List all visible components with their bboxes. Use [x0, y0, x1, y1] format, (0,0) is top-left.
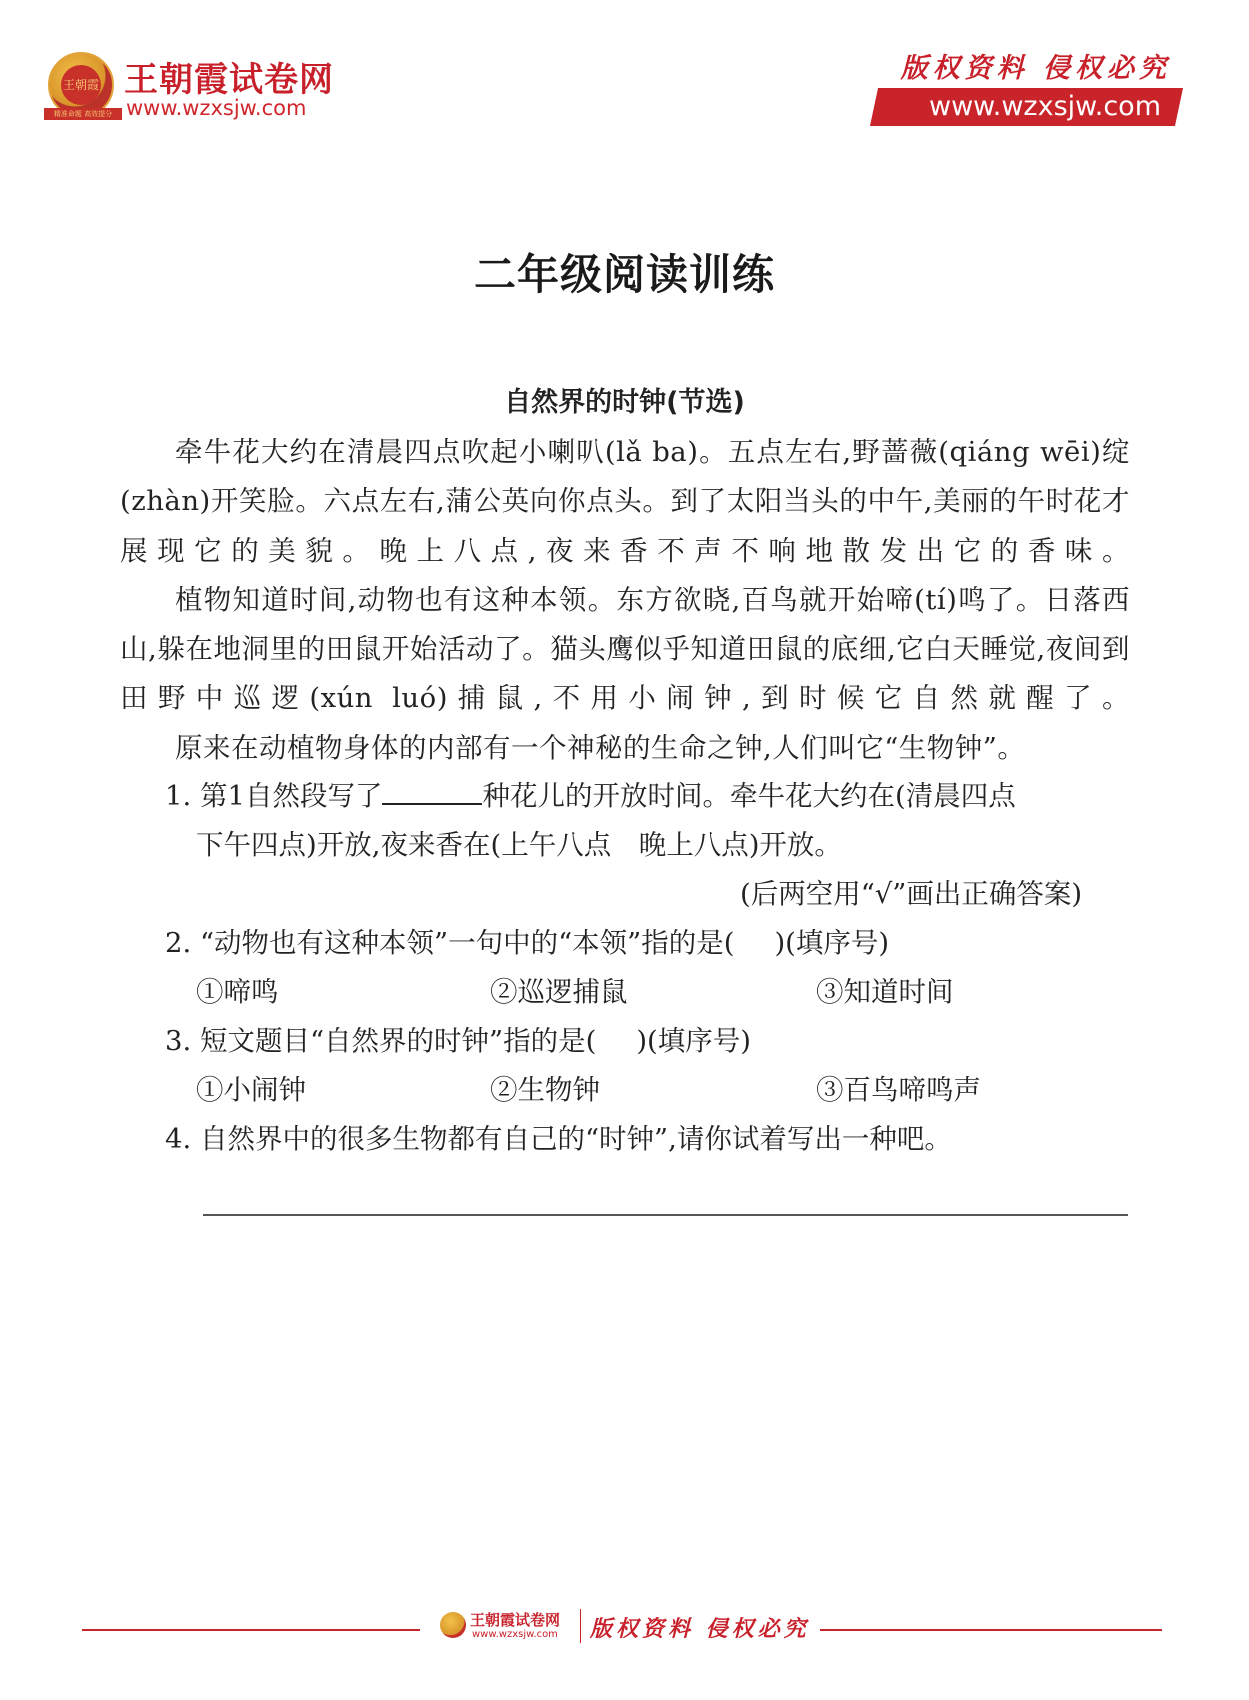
paragraph-2: 植物知道时间,动物也有这种本领。东方欲晓,百鸟就开始啼(tí)鸣了。日落西山,躲在地洞里的田鼠开始活动了。猫头鹰似乎知道田鼠的底细,它白天睡觉,夜间到田野中巡逻(xún luó)捕鼠,不用小闹钟,到时候它自然就醒了。 — [120, 583, 1130, 715]
answer-line[interactable] — [203, 1214, 1128, 1216]
question-3-option-2: ②生物钟 — [490, 1074, 600, 1106]
footer-logo-name: 王朝霞试卷网 — [470, 1611, 561, 1629]
question-3-option-1: ①小闹钟 — [196, 1074, 306, 1106]
emblem-ribbon: 精准命题 高效提分 — [44, 108, 122, 120]
question-2-option-1: ①啼鸣 — [196, 976, 279, 1008]
answer-blank[interactable] — [382, 775, 482, 805]
header-copyright-block — [859, 46, 1179, 126]
emblem-text: 王朝霞 — [61, 65, 101, 105]
question-1 — [165, 772, 1125, 821]
question-3-text-a: 3. 短文题目“自然界的时钟”指的是( — [165, 1025, 597, 1057]
site-logo[interactable] — [46, 50, 386, 125]
question-3-text-b: )(填序号) — [636, 1025, 752, 1057]
footer-divider-left — [82, 1629, 420, 1631]
question-3-option-3: ③百鸟啼鸣声 — [816, 1074, 981, 1106]
question-2-text-a: 2. “动物也有这种本领”一句中的“本领”指的是( — [165, 927, 735, 959]
paragraph-3: 原来在动植物身体的内部有一个神秘的生命之钟,人们叫它“生物钟”。 — [175, 731, 1026, 764]
logo-url[interactable]: www.wzxsjw.com — [126, 96, 307, 120]
copyright-notice: 版权资料 侵权必究 — [900, 53, 1171, 84]
footer-divider-right — [820, 1629, 1162, 1631]
question-4: 4. 自然界中的很多生物都有自己的“时钟”,请你试着写出一种吧。 — [165, 1123, 952, 1155]
page-title: 二年级阅读训练 — [473, 250, 775, 299]
question-2-option-2: ②巡逻捕鼠 — [490, 976, 628, 1008]
question-1-text-b: 种花儿的开放时间。牵牛花大约在(清晨四点 — [482, 780, 1016, 812]
question-1-line-2: 下午四点)开放,夜来香在(上午八点 晚上八点)开放。 — [196, 829, 842, 861]
question-2 — [165, 919, 889, 968]
question-2-text-b: )(填序号) — [774, 927, 890, 959]
footer-separator — [580, 1609, 581, 1643]
footer-logo-url[interactable]: www.wzxsjw.com — [472, 1629, 558, 1640]
question-2-option-3: ③知道时间 — [816, 976, 954, 1008]
footer-copyright: 版权资料 侵权必究 — [590, 1616, 810, 1642]
question-1-note: (后两空用“√”画出正确答案) — [740, 878, 1083, 910]
logo-name: 王朝霞试卷网 — [124, 60, 334, 100]
footer-emblem-icon — [440, 1612, 466, 1638]
question-1-text-a: 1. 第1自然段写了 — [165, 780, 383, 812]
site-url[interactable]: www.wzxsjw.com — [928, 91, 1161, 122]
story-title: 自然界的时钟(节选) — [504, 387, 745, 418]
paragraph-1: 牵牛花大约在清晨四点吹起小喇叭(lǎ ba)。五点左右,野蔷薇(qiáng wēi)绽(zhàn)开笑脸。六点左右,蒲公英向你点头。到了太阳当头的中午,美丽的午时花才展现它的美貌。晚上八点,夜来香不声不响地散发出它的香味。 — [120, 436, 1130, 567]
question-3 — [165, 1017, 751, 1066]
reading-passage — [120, 428, 1130, 773]
